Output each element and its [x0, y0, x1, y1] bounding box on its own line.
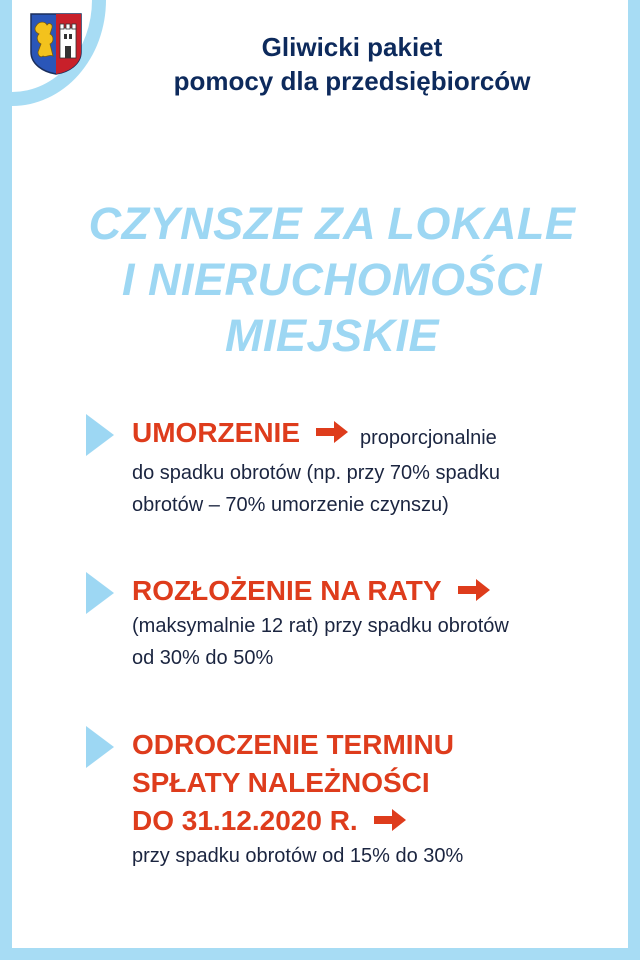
list-item-title [132, 726, 612, 840]
list-item-body [132, 572, 612, 674]
list-item-title-text: DO 31.12.2020 R. [132, 805, 358, 836]
page-title [112, 30, 592, 98]
list-item-text-line: obrotów – 70% umorzenie czynszu) [132, 494, 449, 516]
list-item-text-line: (maksymalnie 12 rat) przy spadku obrotów [132, 615, 509, 637]
triangle-bullet-icon [86, 414, 114, 456]
main-heading-line1: CZYNSZE ZA LOKALE [88, 198, 576, 249]
list-item-title-text: UMORZENIE [132, 417, 300, 448]
list-item-inline-text: proporcjonalnie [360, 427, 497, 449]
list-item-text-line: przy spadku obrotów od 15% do 30% [132, 845, 464, 867]
main-heading-line2: I NIERUCHOMOŚCI [121, 254, 542, 305]
list-item-text [132, 840, 612, 872]
list-item-title [132, 414, 612, 457]
list-item-title-line-last [132, 802, 612, 840]
gliwice-coat-of-arms-icon [29, 12, 83, 76]
arrow-right-icon [314, 419, 350, 445]
list-item-title-text: ROZŁOŻENIE NA RATY [132, 575, 442, 606]
list-item-text-line: od 30% do 50% [132, 647, 274, 669]
list-item-text-line: do spadku obrotów (np. przy 70% spadku [132, 462, 500, 484]
list-item-title-line: ODROCZENIE TERMINU [132, 729, 454, 760]
main-heading [52, 196, 612, 364]
main-heading-line3: MIEJSKIE [224, 310, 440, 361]
triangle-bullet-icon [86, 572, 114, 614]
list-item-text [132, 610, 612, 674]
content-card [12, 0, 628, 948]
arrow-right-icon [456, 577, 492, 603]
page-title-line2: pomocy dla przedsiębiorców [173, 66, 531, 96]
list-item-title-line: SPŁATY NALEŻNOŚCI [132, 767, 430, 798]
list-item-title [132, 572, 612, 610]
arrow-right-icon [372, 807, 408, 833]
list-item-body [132, 414, 612, 521]
list-item-text [132, 457, 612, 521]
list-item-body [132, 726, 612, 872]
page-title-line1: Gliwicki pakiet [261, 32, 443, 62]
triangle-bullet-icon [86, 726, 114, 768]
